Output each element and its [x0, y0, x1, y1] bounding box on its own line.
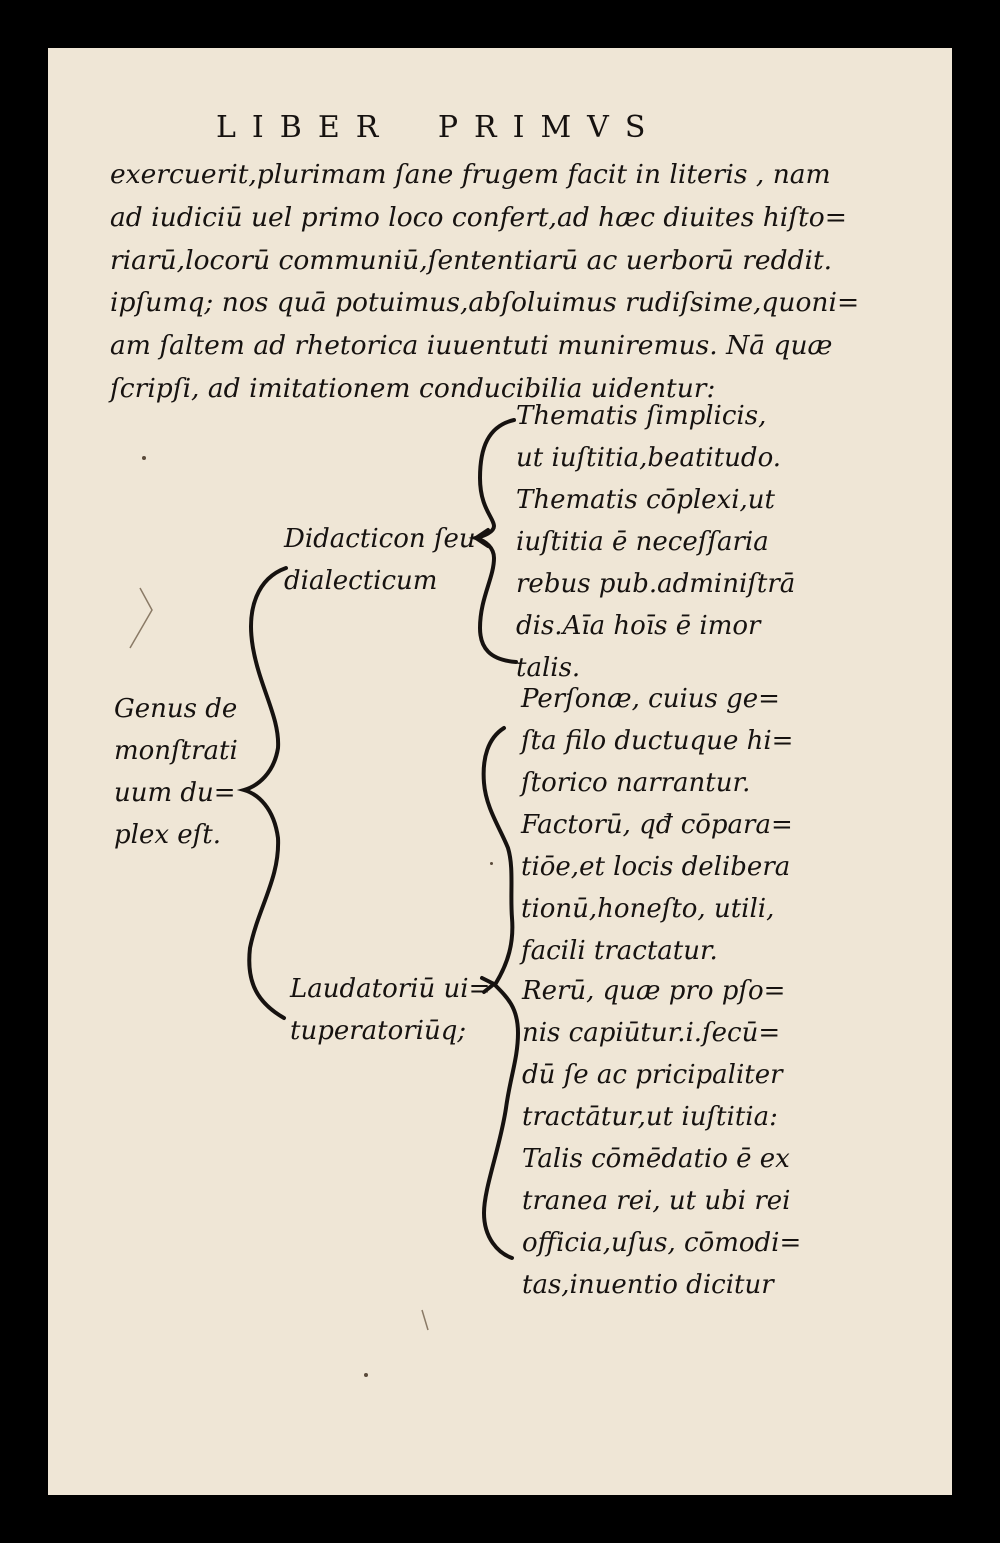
paragraph-line: exercuerit,plurimam ſane frugem facit in literis , nam — [110, 159, 831, 190]
arrow-mark — [482, 978, 494, 992]
block-line: tranea rei, ut ubi rei — [522, 1186, 791, 1216]
ink-spot — [142, 456, 146, 460]
block-line: Didacticon ſeu — [284, 524, 476, 554]
paragraph-line: ipſumq; nos quā potuimus,abſoluimus rudiſsime,quoni= — [110, 287, 860, 319]
block-line: plex eſt. — [114, 820, 221, 850]
block-line: tas,inuentio dicitur — [522, 1270, 774, 1300]
block-line: Genus de — [114, 694, 238, 724]
block-line: Rerū, quæ pro pſo= — [522, 976, 786, 1006]
block-line: rebus pub.adminiſtrā — [516, 569, 796, 599]
block-line: ſta filo ductuque hi= — [521, 726, 794, 756]
ink-spot — [364, 1373, 368, 1377]
block-line: Laudatoriū ui= — [290, 974, 491, 1004]
brace-diagram — [48, 48, 952, 1495]
rerum-brace — [484, 984, 518, 1258]
block-line: uum du= — [114, 778, 236, 808]
block-line: Thematis cōplexi,ut — [516, 485, 775, 515]
block-line: facili tractatur. — [521, 936, 718, 966]
block-line: officia,uſus, cōmodi= — [522, 1228, 802, 1258]
block-line: iuſtitia ē neceſſaria — [516, 527, 769, 557]
block-line: dis.Aīa hoīs ē imor — [516, 611, 761, 641]
paragraph-line: ſcripſi, ad imitationem conducibilia uidentur: — [110, 372, 716, 404]
paragraph-line: riarū,locorū communiū,ſententiarū ac uerborū reddit. — [110, 244, 833, 276]
paragraph-line: ad iudiciū uel primo loco confert,ad hæc diuites hiſto= — [110, 201, 847, 233]
running-title: LIBER PRIMVS — [216, 110, 662, 145]
paragraph-line: am ſaltem ad rhetorica iuuentuti muniremus. Nā quæ — [110, 330, 833, 362]
block-line: ſtorico narrantur. — [521, 768, 751, 798]
block-line: Talis cōmēdatio ē ex — [522, 1144, 790, 1174]
block-line: Thematis ſimplicis, — [516, 401, 767, 431]
block-line: talis. — [516, 653, 581, 683]
persona-brace — [484, 728, 513, 983]
block-line: dū ſe ac pricipaliter — [522, 1060, 783, 1090]
block-line: tuperatoriūq; — [290, 1016, 467, 1046]
block-line: tionū,honeſto, utili, — [521, 894, 775, 924]
ink-spot — [490, 862, 493, 865]
block-line: nis capiūtur.i.ſecū= — [522, 1018, 781, 1048]
main-brace — [244, 568, 286, 1018]
block-line: Perſonæ, cuius ge= — [521, 684, 780, 714]
block-line: tiōe,et locis delibera — [521, 852, 791, 882]
book-page — [48, 48, 952, 1495]
block-line: tractātur,ut iuſtitia: — [522, 1102, 778, 1132]
block-line: Factorū, qđ cōpara= — [521, 810, 793, 840]
pen-stroke — [130, 588, 152, 648]
block-line: monſtrati — [114, 736, 238, 766]
pen-stroke — [422, 1310, 428, 1330]
block-line: ut iuſtitia,beatitudo. — [516, 443, 782, 473]
block-line: dialecticum — [284, 566, 438, 596]
